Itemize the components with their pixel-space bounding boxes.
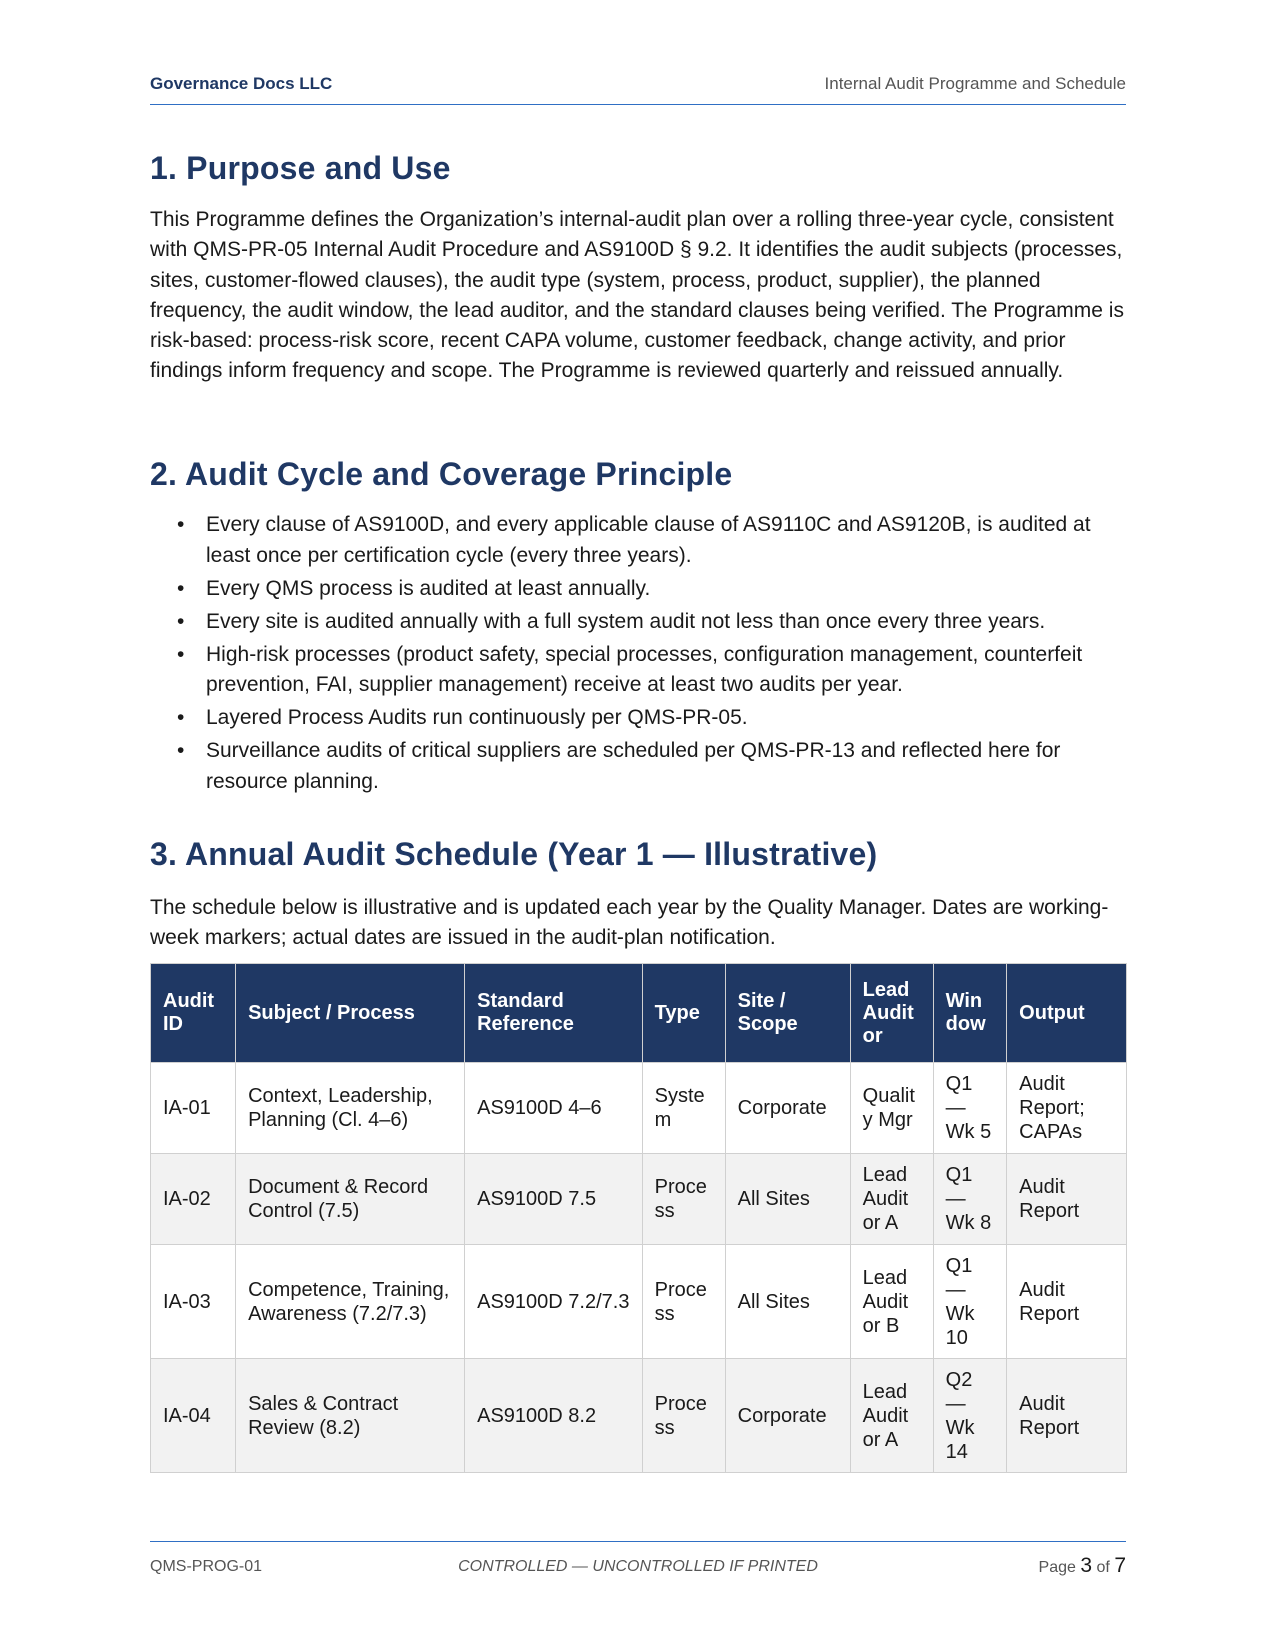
cell-window: Q1 — Wk 8 xyxy=(933,1154,1007,1245)
cell-site: Corporate xyxy=(725,1063,850,1154)
table-row xyxy=(151,1063,1127,1154)
control-notice: CONTROLLED — UNCONTROLLED IF PRINTED xyxy=(458,1558,818,1575)
table-row xyxy=(151,1154,1127,1245)
section-2-heading: 2. Audit Cycle and Coverage Principle xyxy=(150,456,733,492)
bullet-item xyxy=(150,640,1126,701)
column-header-lead-auditor: Lead Audit or xyxy=(850,964,933,1063)
cell-output: Audit Report; CAPAs xyxy=(1007,1063,1127,1154)
column-header-site: Site / Scope xyxy=(725,964,850,1063)
cell-lead-auditor: Lead Audit or A xyxy=(850,1154,933,1245)
page-number xyxy=(1039,1554,1126,1578)
bullet-item xyxy=(150,736,1126,797)
cell-site: All Sites xyxy=(725,1245,850,1359)
cell-output: Audit Report xyxy=(1007,1154,1127,1245)
column-header-audit-id: Audit ID xyxy=(151,964,236,1063)
cell-type: Proce ss xyxy=(642,1245,725,1359)
bullet-item xyxy=(150,510,1126,571)
cell-subject: Document & Record Control (7.5) xyxy=(236,1154,465,1245)
cell-subject: Sales & Contract Review (8.2) xyxy=(236,1359,465,1473)
cell-lead-auditor: Lead Audit or A xyxy=(850,1359,933,1473)
page-header xyxy=(150,72,1126,105)
column-header-window: Win dow xyxy=(933,964,1007,1063)
bullet-dot: • xyxy=(177,576,185,600)
cell-output: Audit Report xyxy=(1007,1245,1127,1359)
table-header-row xyxy=(151,964,1127,1063)
column-header-standard: Standard Reference xyxy=(465,964,643,1063)
bullet-dot: • xyxy=(177,642,185,666)
bullet-text: Every QMS process is audited at least annually. xyxy=(206,576,651,600)
page-footer xyxy=(150,1541,1126,1592)
table-row xyxy=(151,1245,1127,1359)
page-total: 7 xyxy=(1114,1554,1126,1577)
cell-site: Corporate xyxy=(725,1359,850,1473)
company-name: Governance Docs LLC xyxy=(150,74,333,93)
section-1-paragraph: This Programme defines the Organization’s internal-audit plan over a rolling three-year cycle, consistent with QMS-PR-05 Internal Audit Procedure and AS9100D § 9.2. It identifies the audit subjects (processes, sites, customer-flowed clauses), the audit type (system, process, product, supplier), the planned frequency, the audit window, the lead auditor, and the standard clauses being verified. The Programme is risk-based: process-risk score, recent CAPA volume, customer feedback, change activity, and prior findings inform frequency and scope. The Programme is reviewed quarterly and reissued annually. xyxy=(150,208,1124,383)
cell-type: Syste m xyxy=(642,1063,725,1154)
cell-subject: Context, Leadership, Planning (Cl. 4–6) xyxy=(236,1063,465,1154)
cell-audit-id: IA-01 xyxy=(151,1063,236,1154)
cell-audit-id: IA-03 xyxy=(151,1245,236,1359)
cell-window: Q1 — Wk 5 xyxy=(933,1063,1007,1154)
column-header-type: Type xyxy=(642,964,725,1063)
of-word: of xyxy=(1096,1559,1110,1576)
document-code: QMS-PROG-01 xyxy=(150,1558,263,1575)
bullet-text: Surveillance audits of critical suppliers are scheduled per QMS-PR-13 and reflected here for resource planning. xyxy=(206,739,1061,793)
bullet-text: Layered Process Audits run continuously per QMS-PR-05. xyxy=(206,706,748,729)
page-current: 3 xyxy=(1080,1554,1093,1577)
section-1-heading: 1. Purpose and Use xyxy=(150,150,451,186)
column-header-subject: Subject / Process xyxy=(236,964,465,1063)
table-row xyxy=(151,1359,1127,1473)
bullet-dot: • xyxy=(177,609,185,633)
cell-audit-id: IA-04 xyxy=(151,1359,236,1473)
bullet-dot: • xyxy=(177,513,185,536)
bullet-text: Every clause of AS9100D, and every applicable clause of AS9110C and AS9120B, is audited at least once per certification cycle (every three years). xyxy=(206,513,1091,567)
cell-type: Proce ss xyxy=(642,1154,725,1245)
cell-standard: AS9100D 8.2 xyxy=(465,1359,643,1473)
cell-type: Proce ss xyxy=(642,1359,725,1473)
bullet-text: Every site is audited annually with a full system audit not less than once every three years. xyxy=(206,609,1046,633)
bullet-item xyxy=(150,607,1126,638)
section-3-heading: 3. Annual Audit Schedule (Year 1 — Illustrative) xyxy=(150,836,878,872)
column-header-output: Output xyxy=(1007,964,1127,1063)
section-3-paragraph: The schedule below is illustrative and is updated each year by the Quality Manager. Dates are working-week markers; actual dates are issued in the audit-plan notification. xyxy=(150,896,1109,950)
bullet-item xyxy=(150,703,1126,734)
cell-window: Q1 — Wk 10 xyxy=(933,1245,1007,1359)
cell-audit-id: IA-02 xyxy=(151,1154,236,1245)
audit-schedule-table xyxy=(150,963,1127,1473)
cell-standard: AS9100D 4–6 xyxy=(465,1063,643,1154)
cell-subject: Competence, Training, Awareness (7.2/7.3) xyxy=(236,1245,465,1359)
cell-site: All Sites xyxy=(725,1154,850,1245)
cell-window: Q2 — Wk 14 xyxy=(933,1359,1007,1473)
cell-lead-auditor: Lead Audit or B xyxy=(850,1245,933,1359)
cell-standard: AS9100D 7.5 xyxy=(465,1154,643,1245)
coverage-bullet-list xyxy=(150,510,1126,800)
cell-lead-auditor: Qualit y Mgr xyxy=(850,1063,933,1154)
bullet-text: High-risk processes (product safety, special processes, configuration management, counterfeit prevention, FAI, supplier management) receive at least two audits per year. xyxy=(206,642,1083,696)
bullet-dot: • xyxy=(177,706,185,729)
page-word: Page xyxy=(1038,1559,1076,1576)
bullet-item xyxy=(150,574,1126,605)
document-title: Internal Audit Programme and Schedule xyxy=(824,74,1126,93)
cell-standard: AS9100D 7.2/7.3 xyxy=(465,1245,643,1359)
bullet-dot: • xyxy=(177,739,185,762)
cell-output: Audit Report xyxy=(1007,1359,1127,1473)
